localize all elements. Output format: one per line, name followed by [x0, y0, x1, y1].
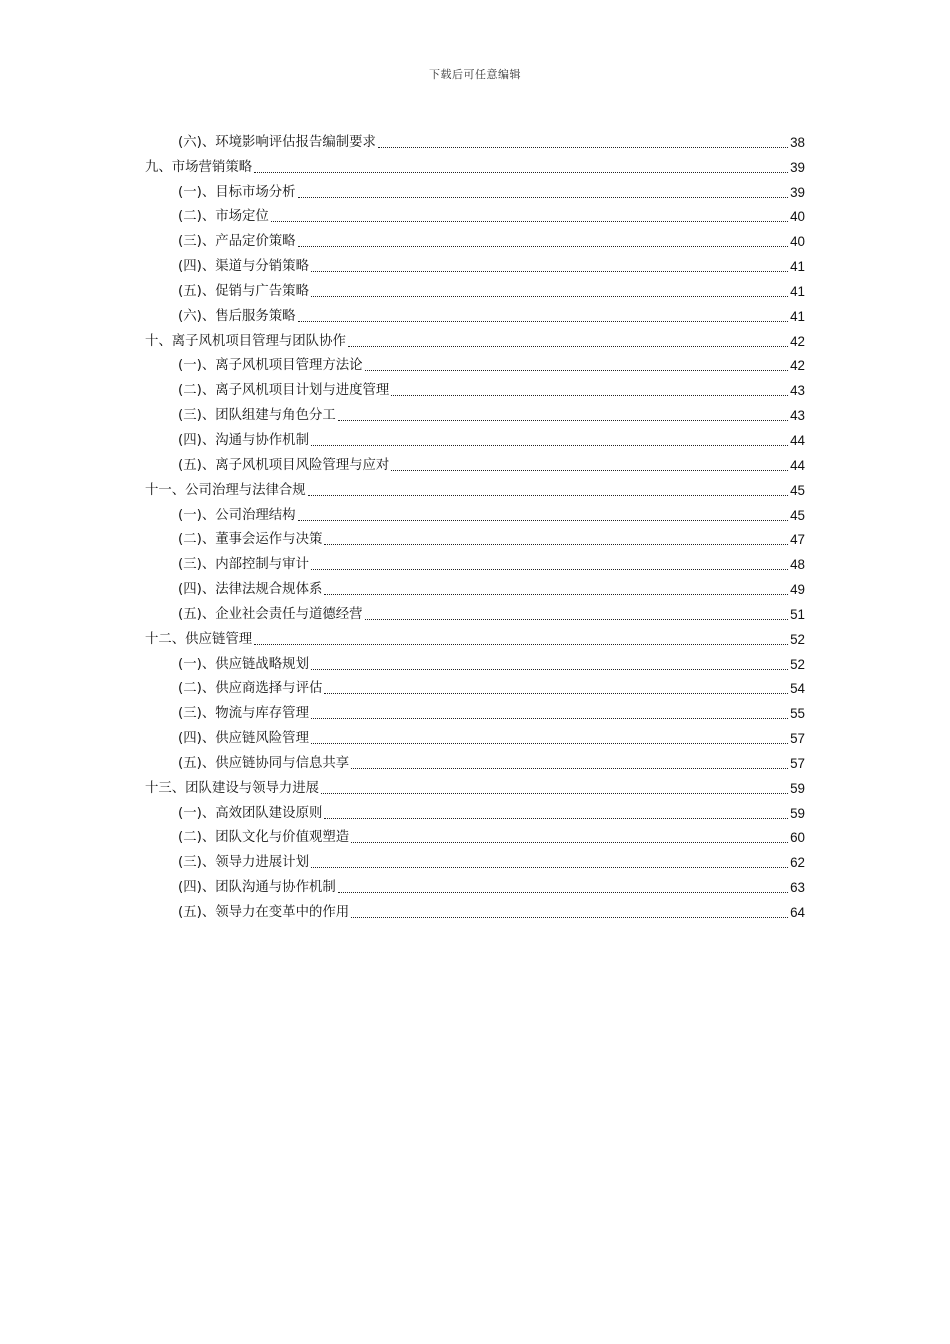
toc-entry-title: 九、市场营销策略 — [145, 159, 253, 175]
toc-entry-page: 59 — [790, 780, 805, 796]
toc-entry[interactable] — [178, 697, 805, 722]
toc-entry-page: 44 — [790, 457, 805, 473]
toc-entry-title: 十、离子风机项目管理与团队协作 — [145, 333, 346, 349]
toc-entry[interactable] — [178, 822, 805, 847]
toc-dot-leader — [324, 818, 788, 819]
toc-dot-leader — [391, 470, 788, 471]
toc-entry-title: (三)、产品定价策略 — [178, 234, 296, 250]
toc-dot-leader — [311, 743, 788, 744]
toc-entry[interactable] — [178, 797, 805, 822]
toc-entry[interactable] — [145, 772, 805, 797]
toc-dot-leader — [298, 520, 789, 521]
toc-entry-page: 39 — [790, 159, 805, 175]
toc-entry-title: 十一、公司治理与法律合规 — [145, 482, 306, 498]
toc-entry[interactable] — [178, 176, 805, 201]
toc-entry-title: (四)、法律法规合规体系 — [178, 582, 323, 598]
toc-entry-title: (三)、团队组建与角色分工 — [178, 408, 336, 424]
toc-entry-page: 57 — [790, 755, 805, 771]
toc-entry-page: 41 — [790, 283, 805, 299]
toc-dot-leader — [324, 594, 788, 595]
toc-entry-title: (五)、促销与广告策略 — [178, 283, 309, 299]
toc-entry-page: 52 — [790, 631, 805, 647]
toc-entry[interactable] — [178, 449, 805, 474]
toc-entry-page: 51 — [790, 606, 805, 622]
toc-entry-page: 44 — [790, 432, 805, 448]
toc-entry-title: (一)、离子风机项目管理方法论 — [178, 358, 363, 374]
toc-dot-leader — [311, 445, 788, 446]
table-of-contents — [0, 126, 950, 921]
toc-entry-title: (二)、董事会运作与决策 — [178, 532, 323, 548]
toc-entry-page: 54 — [790, 681, 805, 697]
toc-dot-leader — [391, 395, 788, 396]
toc-entry-title: (五)、领导力在变革中的作用 — [178, 905, 350, 920]
toc-entry-page: 62 — [790, 855, 805, 871]
toc-entry-page: 39 — [790, 184, 805, 200]
toc-entry-title: (一)、公司治理结构 — [178, 507, 296, 523]
toc-entry[interactable] — [145, 474, 805, 499]
toc-entry[interactable] — [178, 747, 805, 772]
toc-entry[interactable] — [178, 722, 805, 747]
toc-entry-title: (四)、团队沟通与协作机制 — [178, 880, 336, 896]
toc-entry[interactable] — [178, 871, 805, 896]
toc-entry-title: (二)、市场定位 — [178, 209, 269, 225]
toc-entry[interactable] — [145, 151, 805, 176]
toc-entry-page: 38 — [790, 134, 805, 150]
toc-dot-leader — [338, 420, 788, 421]
toc-entry[interactable] — [178, 846, 805, 871]
toc-entry[interactable] — [178, 201, 805, 226]
toc-entry[interactable] — [178, 399, 805, 424]
toc-entry-title: (五)、供应链协同与信息共享 — [178, 755, 350, 771]
toc-dot-leader — [378, 147, 788, 148]
toc-entry-page: 60 — [790, 830, 805, 846]
toc-entry[interactable] — [178, 126, 805, 151]
toc-entry-page: 64 — [790, 905, 805, 920]
toc-entry-page: 47 — [790, 532, 805, 548]
toc-entry-page: 48 — [790, 557, 805, 573]
toc-entry-page: 45 — [790, 507, 805, 523]
toc-dot-leader — [351, 842, 788, 843]
toc-entry[interactable] — [145, 325, 805, 350]
toc-entry-page: 52 — [790, 656, 805, 672]
toc-entry[interactable] — [178, 225, 805, 250]
toc-entry-page: 59 — [790, 805, 805, 821]
toc-entry[interactable] — [178, 598, 805, 623]
toc-entry-title: 十二、供应链管理 — [145, 631, 253, 647]
toc-dot-leader — [311, 296, 788, 297]
toc-entry-page: 42 — [790, 358, 805, 374]
toc-dot-leader — [298, 197, 789, 198]
toc-entry[interactable] — [178, 524, 805, 549]
toc-dot-leader — [254, 172, 788, 173]
toc-entry-title: (四)、渠道与分销策略 — [178, 259, 309, 275]
toc-dot-leader — [311, 718, 788, 719]
toc-dot-leader — [254, 644, 788, 645]
toc-entry[interactable] — [178, 896, 805, 921]
toc-dot-leader — [348, 346, 788, 347]
toc-entry-page: 40 — [790, 234, 805, 250]
toc-entry[interactable] — [145, 623, 805, 648]
toc-entry[interactable] — [178, 275, 805, 300]
toc-dot-leader — [351, 768, 788, 769]
toc-entry[interactable] — [178, 350, 805, 375]
toc-entry[interactable] — [178, 548, 805, 573]
toc-dot-leader — [298, 321, 789, 322]
toc-entry[interactable] — [178, 250, 805, 275]
toc-entry[interactable] — [178, 300, 805, 325]
toc-entry-page: 40 — [790, 209, 805, 225]
toc-dot-leader — [324, 544, 788, 545]
toc-entry-page: 57 — [790, 731, 805, 747]
toc-entry-title: (四)、供应链风险管理 — [178, 731, 309, 747]
toc-entry-page: 43 — [790, 383, 805, 399]
toc-entry-title: (二)、团队文化与价值观塑造 — [178, 830, 350, 846]
toc-dot-leader — [308, 495, 788, 496]
toc-dot-leader — [311, 867, 788, 868]
toc-entry-page: 55 — [790, 706, 805, 722]
toc-entry-title: (二)、供应商选择与评估 — [178, 681, 323, 697]
toc-entry-title: (三)、领导力进展计划 — [178, 855, 309, 871]
toc-entry-title: (五)、企业社会责任与道德经营 — [178, 606, 363, 622]
toc-dot-leader — [351, 917, 788, 918]
toc-entry-page: 49 — [790, 582, 805, 598]
page-header: 下载后可任意编辑 — [429, 68, 521, 81]
toc-entry-title: 十三、团队建设与领导力进展 — [145, 780, 320, 796]
toc-entry-title: (一)、供应链战略规划 — [178, 656, 309, 672]
toc-entry[interactable] — [178, 374, 805, 399]
toc-dot-leader — [365, 370, 789, 371]
toc-entry-page: 63 — [790, 880, 805, 896]
toc-dot-leader — [324, 693, 788, 694]
toc-entry-title: (一)、高效团队建设原则 — [178, 805, 323, 821]
toc-entry-title: (二)、离子风机项目计划与进度管理 — [178, 383, 390, 399]
toc-entry-title: (三)、内部控制与审计 — [178, 557, 309, 573]
toc-dot-leader — [321, 793, 788, 794]
toc-entry[interactable] — [178, 673, 805, 698]
toc-entry-title: (三)、物流与库存管理 — [178, 706, 309, 722]
toc-dot-leader — [311, 271, 788, 272]
toc-dot-leader — [365, 619, 789, 620]
toc-entry-title: (四)、沟通与协作机制 — [178, 432, 309, 448]
toc-entry-title: (六)、环境影响评估报告编制要求 — [178, 134, 376, 150]
toc-entry-page: 42 — [790, 333, 805, 349]
toc-dot-leader — [338, 892, 788, 893]
toc-entry-page: 41 — [790, 259, 805, 275]
toc-dot-leader — [311, 569, 788, 570]
toc-entry[interactable] — [178, 573, 805, 598]
toc-entry[interactable] — [178, 424, 805, 449]
toc-dot-leader — [271, 221, 788, 222]
toc-entry-title: (一)、目标市场分析 — [178, 184, 296, 200]
toc-entry-page: 41 — [790, 308, 805, 324]
toc-entry-title: (六)、售后服务策略 — [178, 308, 296, 324]
toc-dot-leader — [298, 246, 789, 247]
toc-entry-page: 43 — [790, 408, 805, 424]
toc-entry[interactable] — [178, 648, 805, 673]
toc-entry-title: (五)、离子风机项目风险管理与应对 — [178, 457, 390, 473]
toc-entry[interactable] — [178, 499, 805, 524]
toc-entry-page: 45 — [790, 482, 805, 498]
toc-dot-leader — [311, 669, 788, 670]
